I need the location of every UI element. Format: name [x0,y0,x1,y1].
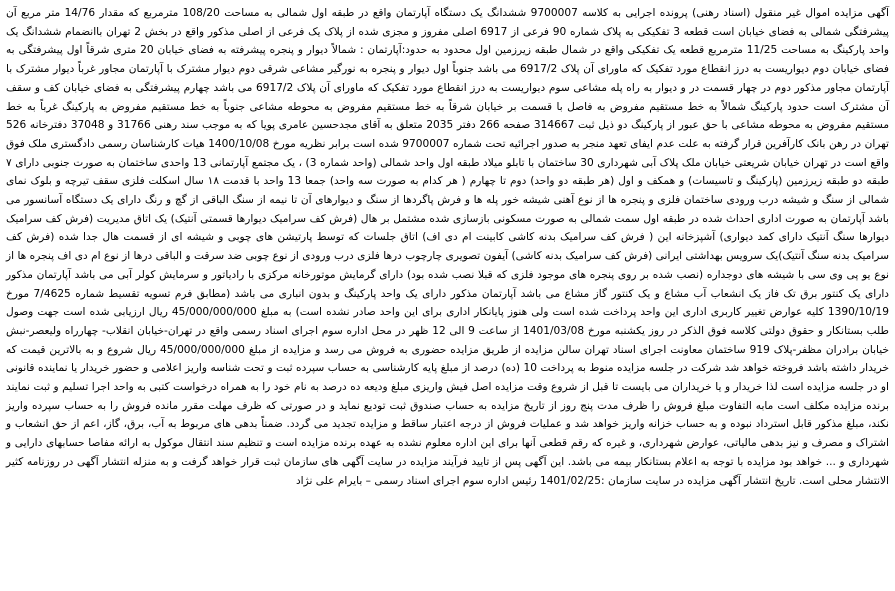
auction-notice-text: آگهی مزایده اموال غیر منقول (اسناد رهنی) پرونده اجرایی به کلاسه 9700007 ششدانگ یک دستگاه آپارتمان واقع در طبقه اول شمالی به مساحت 108/20 مترمربع که مقدار 14/76 متر مربع آن پیشرفتگی شمالی به فضای خیابان است قطعه 3 تفکیکی به پلاک شماره 90 فرعی از 6917 اصلی مفروز و مجزی شده از پلاک یک فرعی از اصلی مذکور واقع در بخش 2 تهران باانضمام ششدانگ یک واحد پارکینگ به مساحت 11/25 مترمربع قطعه یک تفکیکی واقع در شمال طبقه زیرزمین اول محدود به حدود:آپارتمان : شمالاً دیوار و پنجره پیشرفته به فضای خیابان 20 متری شرقاً اول پیشرفتگی به فضای خیابان دوم دیواریست به درز انقطاع مورد تفکیک که ماورای آن پلاک 6917/2 می باشد جنوباً اول دیوار و پنجره به نورگیر مشاعی شرقی دوم دیوار مشترک با آپارتمان مجاور غرباً دیوار مشترک با آپارتمان مجاور مذکور دوم در چهار قسمت در و دیوار به راه پله مشاعی سوم دیواریست به درز انقطاع مورد تفکیک که ماورای آن پلاک 6917/2 می باشد چهارم پیشرفتگی به فضای خیابان کف و سقف آن مشترک است حدود پارکینگ شمالاً به خط مستقیم مفروض به فاصل با قسمت بر خیابان شرقاً به خط مستقیم مفروض به محوطه مشاعی جنوباً به خط مستقیم مفروض به پارکینگ غرباً به خط مستقیم مفروض به محوطه مشاعی با حق عبور از پارکینگ دو ذیل ثبت 314667 صفحه 266 دفتر 2035 متعلق به آقای مجدحسین عامری پویا که به موجب سند رهنی 31766 و 37048 دفترخانه 526 تهران در رهن بانک کارآفرین قرار گرفته به علت عدم ایفای تعهد منجر به صدور اجرائیه تحت شماره 9700007 شده است برابر نظریه مورخ 1400/10/08 هیات کارشناسان رسمی دادگستری ملک فوق واقع است در تهران خیابان شریعتی خیابان ملک پلاک آبی شهرداری 30 ساختمان با تابلو میلاد طبقه اول واحد شمالی (واحد شماره 3) ، یک مجتمع آپارتمانی 13 واحدی ساختمان به صورت جنوبی دارای ۷ طبقه دو طبقه زیرزمین (پارکینگ و تاسیسات) و همکف و اول (هر طبقه دو واحد) دوم تا چهارم ( هر کدام به صورت سه واحد) جمعا 13 واحد با قدمت ۱۸ سال اسکلت فلزی سقف تیرچه و بلوک نمای شمالی از سنگ و شیشه درب ورودی ساختمان فلزی و پنجره ها از نوع آهنی شیشه خور پله ها و فرش پاگردها از سنگ و دیوارهای آن تا نیمه از سنگ الباقی از گچ و رنگ دارای یک دستگاه آسانسور می باشد آپارتمان به صورت اداری احداث شده در طبقه اول سمت شمالی به صورت مسکونی بازسازی شده مشتمل بر هال (فرش کف سرامیک دیوارها قسمتی آنتیک) یک اتاق مدیریت (فرش کف سرامیک دیوارها سنگ آنتیک دارای کمد دیواری) آشپزخانه این ( فرش کف سرامیک بدنه کاشی کابینت ام دی اف) اتاق جلسات که توسط پارتیشن های چوبی و شیشه ای از قسمت هال جدا شده (فرش کف سرامیک بدنه سنگ آنتیک)یک سرویس بهداشتی ایرانی (فرش کف سرامیک بدنه کاشی) آیفون تصویری چارچوب درها فلزی درب ورودی از نوع چوبی ضد سرقت و الباقی درها از نوع ام دی اف پنجره ها از نوع یو پی وی سی با شیشه های دوجداره (نصب شده بر روی پنجره های موجود فلزی که قبلا نصب شده بود) دارای گرمایش موتورخانه مرکزی با رادیاتور و سرمایش کولر آبی می باشد آپارتمان مذکور دارای یک کنتور برق تک فاز یک انشعاب آب مشاع و یک کنتور گاز مشاع می باشد آپارتمان مذکور دارای یک واحد پارکینگ و بدون انباری می باشد (مطابق فرم تسویه تقسیط شماره 7/4625 مورخ 1390/10/19 کلیه عوارض تغییر کاربری اداری این واحد پرداخت شده است ولی هنوز پایانکار اداری برای این واحد صادر نشده است) به مبلغ 45/000/000/000 ریال ارزیابی شده است جهت وصول طلب بستانکار و حقوق دولتی کلاسه فوق الذکر در روز یکشنبه مورخ 1401/03/08 از ساعت 9 الی 12 ظهر در محل اداره سوم اجرای اسناد رسمی واقع در تهران-خیابان انقلاب- چهارراه ولیعصر-نبش خیابان برادران مظفر-پلاک 919 ساختمان معاونت اجرای اسناد تهران سالن مزایده از طریق مزایده حضوری به فروش می رسد و مزایده از مبلغ 45/000/000/000 ریال شروع و به بالاترین قیمت که خریدار داشته باشد فروخته خواهد شد شرکت در جلسه مزایده منوط به پرداخت 10 (ده) درصد از مبلغ پایه کارشناسی به حساب سپرده ثبت و تحت شناسه واریز اعلامی و حضور خریدار یا نماینده قانونی او در جلسه مزایده است لذا خریدار و یا خریداران می بایست تا قبل از شروع وقت مزایده اصل فیش واریزی مبلغ ودیعه ده درصد به نام خود را به همراه درخواست کتبی به واحد اجرا تسلیم و ثبت نمایند برنده مزایده مکلف است مابه التفاوت مبلغ فروش را ظرف مدت پنج روز از تاریخ مزایده به حساب صندوق ثبت تودیع نماید و در صورتی که ظرف مهلت مقرر مانده فروش را به حساب سپرده واریز نکند، مبلغ مذکور قابل استرداد نبوده و به حساب خزانه واریز خواهد شد و عملیات فروش از درجه اعتبار ساقط و مزایده تجدید می گردد. ضمناً بدهی های مربوط به آب، برق، گاز، اعم از حق انشعاب و اشتراک و مصرف و نیز بدهی مالیاتی، عوارض شهرداری، و غیره که رقم قطعی آنها برای این اداره معلوم نشده به عهده برنده مزایده است و تنظیم سند انتقال موکول به ارائه مفاصا حسابهای دارایی و شهرداری و ... خواهد بود مزایده با توجه به اعلام بستانکار بیمه می باشد. این آگهی پس از تایید فرآیند مزایده در سایت آگهی های سازمان ثبت قرار خواهد گرفت و به منزله انتشار آگهی در روزنامه کثیر الانتشار محلی است. تاریخ انتشار آگهی مزایده در سایت سازمان :1401/02/25 رئیس اداره سوم اجرای اسناد رسمی – بایرام علی نژاد [6,7,890,487]
